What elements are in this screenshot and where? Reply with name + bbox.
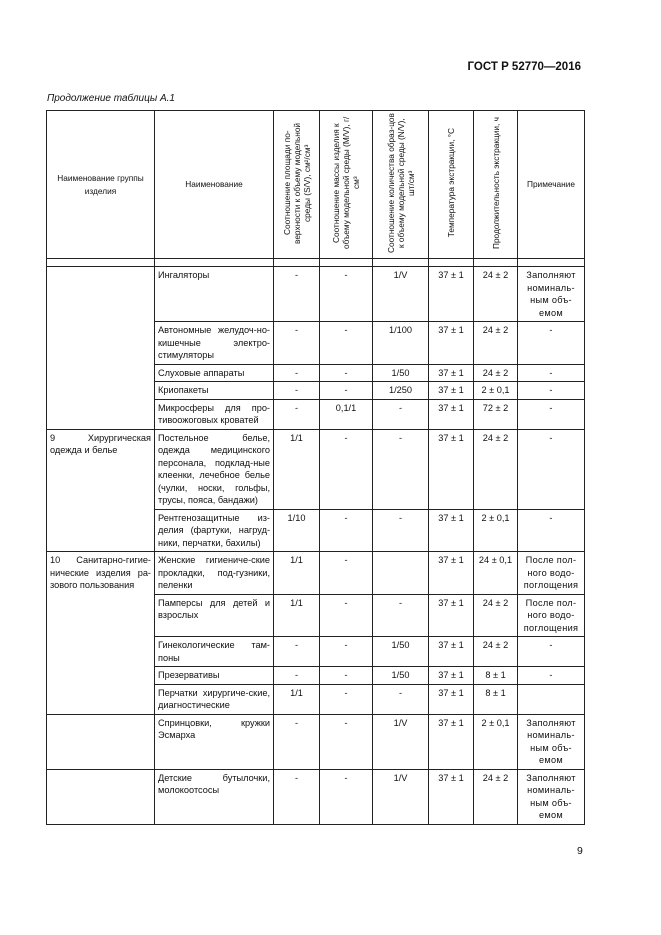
group-cell — [47, 714, 155, 769]
item-name: Детские бутылочки, молокоотсосы — [155, 769, 274, 824]
note-cell: После пол-ного водо-поглощения — [518, 552, 585, 595]
table-caption: Продолжение таблицы А.1 — [47, 93, 175, 104]
spacer-row — [47, 259, 585, 267]
nv-cell: 1/50 — [373, 667, 429, 685]
dur-cell: 8 ± 1 — [474, 667, 518, 685]
temp-cell: 37 ± 1 — [429, 714, 474, 769]
nv-cell: - — [373, 429, 429, 509]
sv-cell: - — [274, 769, 320, 824]
col-duration: Продолжительность экстракции, ч — [474, 111, 518, 259]
note-cell: - — [518, 322, 585, 365]
item-name: Слуховые аппараты — [155, 364, 274, 382]
dur-cell: 24 ± 2 — [474, 267, 518, 322]
note-cell: Заполняют номиналь-ным объ-емом — [518, 267, 585, 322]
note-cell: - — [518, 509, 585, 552]
col-group: Наименование группы изделия — [47, 111, 155, 259]
dur-cell: 24 ± 2 — [474, 322, 518, 365]
temp-cell: 37 ± 1 — [429, 364, 474, 382]
temp-cell: 37 ± 1 — [429, 594, 474, 637]
dur-cell: 2 ± 0,1 — [474, 714, 518, 769]
nv-cell: 1/V — [373, 267, 429, 322]
sv-cell: 1/1 — [274, 684, 320, 714]
item-name: Спринцовки, кружки Эсмарха — [155, 714, 274, 769]
note-cell: Заполняют номиналь-ным объ-емом — [518, 769, 585, 824]
nv-cell: 1/250 — [373, 382, 429, 400]
mv-cell: - — [320, 714, 373, 769]
note-cell: - — [518, 429, 585, 509]
table-row — [47, 552, 585, 595]
sv-cell: - — [274, 364, 320, 382]
temp-cell: 37 ± 1 — [429, 399, 474, 429]
dur-cell: 2 ± 0,1 — [474, 509, 518, 552]
mv-cell: 0,1/1 — [320, 399, 373, 429]
mv-cell: - — [320, 769, 373, 824]
sv-cell: - — [274, 714, 320, 769]
item-name: Рентгенозащитные из-делия (фартуки, нагруд-ники, перчатки, бахилы) — [155, 509, 274, 552]
mv-cell: - — [320, 509, 373, 552]
col-name: Наименование — [155, 111, 274, 259]
nv-cell: 1/50 — [373, 364, 429, 382]
item-name: Перчатки хирургиче-ские, диагностические — [155, 684, 274, 714]
dur-cell: 2 ± 0,1 — [474, 382, 518, 400]
group-cell — [47, 769, 155, 824]
sv-cell: - — [274, 399, 320, 429]
col-temperature: Температура экстракции, °С — [429, 111, 474, 259]
dur-cell: 24 ± 0,1 — [474, 552, 518, 595]
table-row — [47, 714, 585, 769]
temp-cell: 37 ± 1 — [429, 509, 474, 552]
mv-cell: - — [320, 382, 373, 400]
sv-cell: 1/1 — [274, 594, 320, 637]
sv-cell: 1/1 — [274, 552, 320, 595]
note-cell: - — [518, 667, 585, 685]
item-name: Микросферы для про-тивоожоговых кроватей — [155, 399, 274, 429]
mv-cell: - — [320, 267, 373, 322]
table-row — [47, 769, 585, 824]
group-cell: 10 Санитарно-гигие-нические изделия ра-зового пользования — [47, 552, 155, 715]
dur-cell: 8 ± 1 — [474, 684, 518, 714]
page-number: 9 — [577, 845, 583, 857]
mv-cell: - — [320, 594, 373, 637]
nv-cell: 1/100 — [373, 322, 429, 365]
item-name: Ингаляторы — [155, 267, 274, 322]
nv-cell: - — [373, 594, 429, 637]
sv-cell: - — [274, 667, 320, 685]
col-note: Примечание — [518, 111, 585, 259]
temp-cell: 37 ± 1 — [429, 637, 474, 667]
temp-cell: 37 ± 1 — [429, 322, 474, 365]
mv-cell: - — [320, 637, 373, 667]
note-cell: - — [518, 364, 585, 382]
dur-cell: 24 ± 2 — [474, 429, 518, 509]
nv-cell — [373, 552, 429, 595]
nv-cell: 1/V — [373, 714, 429, 769]
col-area-ratio: Соотношение площади по-верхности к объему модельной среды (S/V), см²/см³ — [274, 111, 320, 259]
dur-cell: 24 ± 2 — [474, 637, 518, 667]
mv-cell: - — [320, 667, 373, 685]
col-count-ratio: Соотношение количества образ-цов к объему модельной среды (N/V), шт/см³ — [373, 111, 429, 259]
group-cell: 9 Хирургическая одежда и белье — [47, 429, 155, 552]
standard-number: ГОСТ Р 52770—2016 — [467, 61, 581, 73]
temp-cell: 37 ± 1 — [429, 769, 474, 824]
item-name: Автономные желудоч-но-кишечные электро-стимуляторы — [155, 322, 274, 365]
temp-cell: 37 ± 1 — [429, 684, 474, 714]
dur-cell: 24 ± 2 — [474, 364, 518, 382]
item-name: Женские гигиениче-ские прокладки, под-гузники, пеленки — [155, 552, 274, 595]
nv-cell: - — [373, 684, 429, 714]
item-name: Презервативы — [155, 667, 274, 685]
note-cell: - — [518, 399, 585, 429]
temp-cell: 37 ± 1 — [429, 382, 474, 400]
table-row — [47, 267, 585, 322]
data-table — [46, 110, 585, 825]
sv-cell: - — [274, 322, 320, 365]
sv-cell: 1/10 — [274, 509, 320, 552]
mv-cell: - — [320, 364, 373, 382]
dur-cell: 72 ± 2 — [474, 399, 518, 429]
table-row — [47, 429, 585, 509]
note-cell — [518, 684, 585, 714]
temp-cell: 37 ± 1 — [429, 667, 474, 685]
nv-cell: 1/V — [373, 769, 429, 824]
dur-cell: 24 ± 2 — [474, 769, 518, 824]
sv-cell: 1/1 — [274, 429, 320, 509]
note-cell: После пол-ного водо-поглощения — [518, 594, 585, 637]
note-cell: - — [518, 637, 585, 667]
header-row — [47, 111, 585, 259]
mv-cell: - — [320, 429, 373, 509]
temp-cell: 37 ± 1 — [429, 429, 474, 509]
sv-cell: - — [274, 637, 320, 667]
item-name: Памперсы для детей и взрослых — [155, 594, 274, 637]
note-cell: - — [518, 382, 585, 400]
nv-cell: - — [373, 399, 429, 429]
sv-cell: - — [274, 382, 320, 400]
group-cell — [47, 267, 155, 430]
mv-cell: - — [320, 322, 373, 365]
col-mass-ratio: Соотношение массы изделия к объему модельной среды (M/V), г/см³ — [320, 111, 373, 259]
sv-cell: - — [274, 267, 320, 322]
nv-cell: 1/50 — [373, 637, 429, 667]
item-name: Криопакеты — [155, 382, 274, 400]
item-name: Постельное белье, одежда медицинского персонала, подклад-ные клеенки, лечебное белье (чулки, носки, гольфы, трусы, пояса, бандажи) — [155, 429, 274, 509]
temp-cell: 37 ± 1 — [429, 267, 474, 322]
note-cell: Заполняют номиналь-ным объ-емом — [518, 714, 585, 769]
nv-cell: - — [373, 509, 429, 552]
item-name: Гинекологические там-поны — [155, 637, 274, 667]
mv-cell: - — [320, 684, 373, 714]
mv-cell: - — [320, 552, 373, 595]
dur-cell: 24 ± 2 — [474, 594, 518, 637]
temp-cell: 37 ± 1 — [429, 552, 474, 595]
